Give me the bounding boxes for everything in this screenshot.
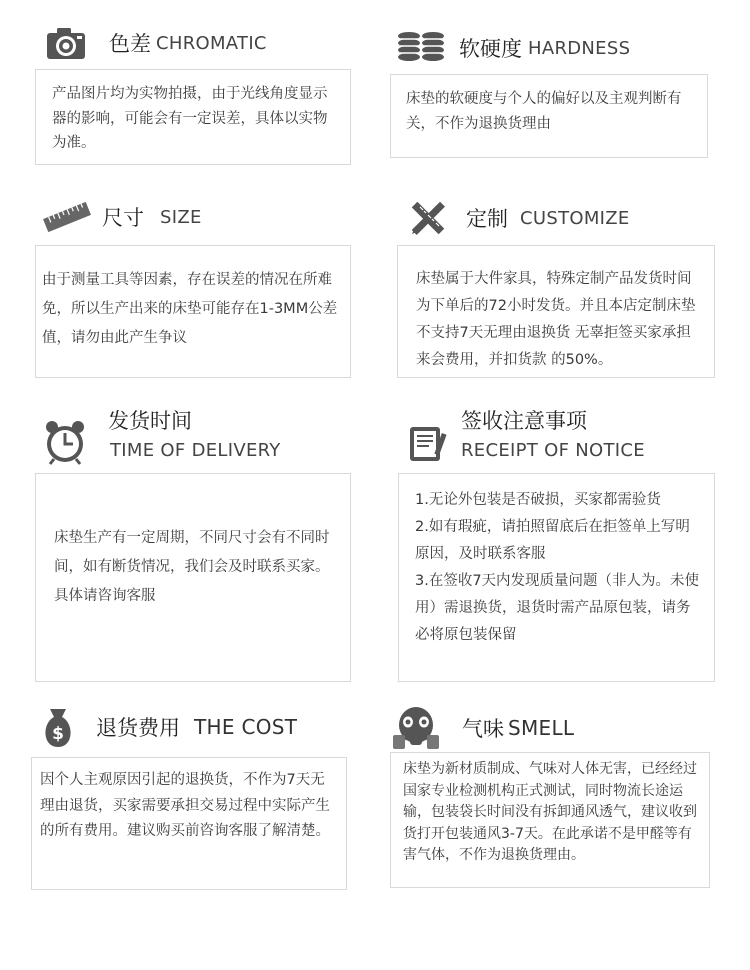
pencil-ruler-icon [410, 200, 446, 236]
section-title-cn: 尺寸 [102, 206, 144, 230]
receipt-text: 1.无论外包装是否破损，买家都需验货 2.如有瑕疵，请拍照留底后在拒签单上写明原因，及时联系客服 3.在签收7天内发现质量问题（非人为。未使用）需退换货，退货时需产品原包装，请务必将原包装保留 [415, 492, 700, 643]
size-heading [42, 200, 202, 234]
customize-text: 床垫属于大件家具，特殊定制产品发货时间为下单后的72小时发货。并且本店定制床垫不支持7天无理由退换货 无辜拒签买家承担来会费用，并扣货款 的50%。 [416, 271, 696, 368]
chromatic-heading [45, 25, 267, 61]
section-title-cn: 发货时间 [108, 409, 192, 433]
document-tablet-icon [408, 425, 448, 463]
svg-text:$: $ [52, 724, 64, 744]
smell-box [390, 752, 710, 888]
section-title-en: CHROMATIC [156, 32, 267, 54]
section-title-en: RECEIPT OF NOTICE [461, 440, 645, 461]
section-title-en: HARDNESS [528, 37, 631, 59]
section-title-cn: 气味 [462, 717, 504, 741]
section-title-en: THE COST [194, 715, 298, 739]
smell-heading [392, 705, 574, 751]
ruler-icon [42, 200, 92, 234]
springs-icon [397, 30, 445, 66]
section-title-en: SIZE [160, 206, 202, 228]
cost-heading [40, 705, 297, 749]
chromatic-text: 产品图片均为实物拍摄，由于光线角度显示器的影响，可能会有一定误差，具体以实物为准。 [52, 86, 328, 151]
section-title-en: CUSTOMIZE [520, 207, 630, 229]
gas-mask-icon [392, 705, 440, 751]
chromatic-box [35, 69, 351, 165]
section-title-en: TIME OF DELIVERY [110, 440, 281, 461]
section-title-cn: 退货费用 [96, 716, 180, 740]
smell-text: 床垫为新材质制成、气味对人体无害，已经经过国家专业检测机构正式测试，同时物流长途运输，包装袋长时间没有拆卸通风透气，建议收到货打开包装通风3-7天。在此承诺不是甲醛等有害气体，不作为退换货理由。 [403, 761, 697, 863]
cost-text: 因个人主观原因引起的退换货，不作为7天无理由退货，买家需要承担交易过程中实际产生的所有费用。建议购买前咨询客服了解清楚。 [40, 772, 330, 839]
section-title-en: SMELL [508, 716, 575, 740]
delivery-box [35, 473, 351, 682]
cost-box [31, 757, 347, 890]
camera-icon [45, 25, 87, 61]
section-title-cn: 签收注意事项 [461, 409, 587, 433]
customize-heading [410, 200, 630, 236]
size-box [35, 245, 351, 378]
hardness-box [390, 74, 708, 158]
customize-box [397, 245, 715, 378]
section-title-cn: 定制 [466, 207, 508, 231]
money-bag-icon [40, 705, 76, 749]
size-text: 由于测量工具等因素，存在误差的情况在所难免，所以生产出来的床垫可能存在1-3MM公差值，请勿由此产生争议 [42, 272, 338, 346]
hardness-text: 床垫的软硬度与个人的偏好以及主观判断有关，不作为退换货理由 [406, 91, 682, 132]
section-title-cn: 软硬度 [459, 37, 522, 61]
hardness-heading [397, 30, 630, 66]
alarm-clock-icon [42, 419, 88, 465]
section-title-cn: 色差 [109, 32, 151, 56]
receipt-box [398, 473, 715, 682]
delivery-text: 床垫生产有一定周期，不同尺寸会有不同时间，如有断货情况，我们会及时联系买家。具体请咨询客服 [54, 530, 330, 604]
